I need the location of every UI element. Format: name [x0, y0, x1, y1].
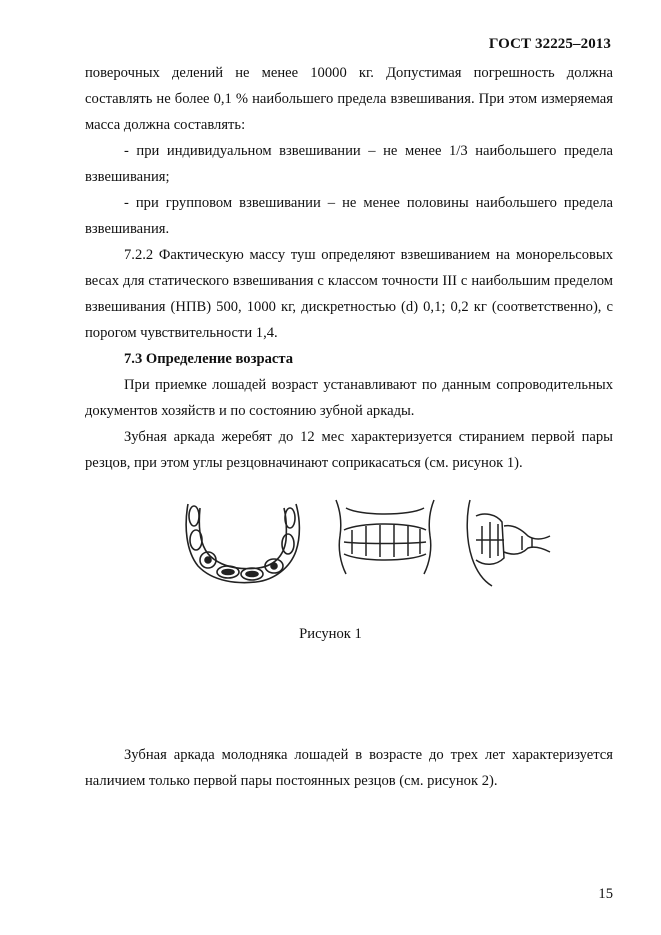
paragraph-5: При приемке лошадей возраст устанавливают по данным сопроводительных документов хозяйств и по состоянию зубной аркады. — [85, 377, 613, 419]
dental-arch-side-view — [462, 496, 554, 588]
paragraph-4: 7.2.2 Фактическую массу туш определяют взвешиванием на монорельсовых весах для статического взвешивания с классом точности III с наибольшим пределом взвешивания (НПВ) 500, 1000 кг, дискретностью (d) 0,1; 0,2 кг (соответственно), с порогом чувствительности 1,4. — [85, 247, 613, 341]
paragraph-7: Зубная аркада молодняка лошадей в возрасте до трех лет характеризуется наличием только первой пары постоянных резцов (см. рисунок 2). — [85, 747, 613, 789]
dental-arch-front-view — [330, 496, 440, 588]
section-heading: 7.3 Определение возраста — [124, 351, 293, 367]
figure-caption: Рисунок 1 — [299, 626, 362, 642]
page-number: 15 — [598, 886, 613, 902]
document-header: ГОСТ 32225–2013 — [488, 36, 611, 52]
paragraph-6: Зубная аркада жеребят до 12 мес характеризуется стиранием первой пары резцов, при этом углы резцовначинают соприкасаться (см. рисунок 1). — [85, 429, 613, 471]
figure-1 — [0, 496, 661, 592]
paragraph-2: - при индивидуальном взвешивании – не менее 1/3 наибольшего предела взвешивания; — [85, 143, 613, 185]
paragraph-3: - при групповом взвешивании – не менее половины наибольшего предела взвешивания. — [85, 195, 613, 237]
dental-arch-top-view — [178, 496, 308, 588]
body-text — [85, 60, 613, 476]
body-text-continued — [85, 742, 613, 794]
paragraph-1: поверочных делений не менее 10000 кг. Допустимая погрешность должна составлять не более 0,1 % наибольшего предела взвешивания. При этом измеряемая масса должна составлять: — [85, 65, 613, 133]
